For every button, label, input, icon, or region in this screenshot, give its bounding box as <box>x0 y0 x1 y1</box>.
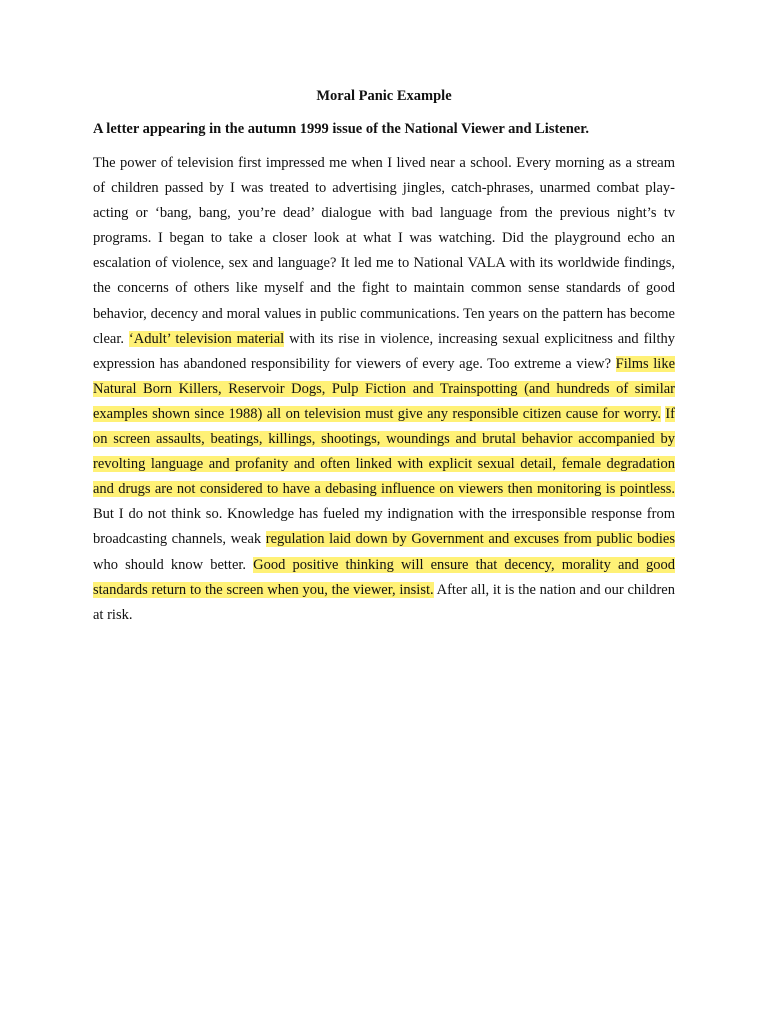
body-segment: who should know better. <box>93 556 254 573</box>
letter-subtitle: A letter appearing in the autumn 1999 issue of the National Viewer and Listener. <box>93 121 589 137</box>
page-title: Moral Panic Example <box>316 88 452 104</box>
highlighted-text: If on screen assaults, beatings, killings, shootings, woundings and brutal behavior accompanied by revolting language and profanity and often linked with explicit sexual detail, female degradation and drugs are not considered to have a debasing influence on viewers then monitoring is pointless. <box>93 405 676 498</box>
body-segment: The power of television first impressed me when I lived near a school. Every morning as a stream of children passed by I was treated to advertising jingles, catch-phrases, unarmed combat play-acting or ‘bang, bang, you’re dead’ dialogue with bad language from the previous night’s tv programs. I began to take a closer look at what I was watching. Did the playground echo an escalation of violence, sex and language? It led me to National VALA with its worldwide findings, the concerns of others like myself and the fight to maintain common sense standards of good behavior, decency and moral values in public communications. Ten years on the pattern has become clear. <box>93 155 675 347</box>
highlighted-text: ‘Adult’ television material <box>128 330 285 347</box>
highlighted-text: Films like Natural Born Killers, Reservoir Dogs, Pulp Fiction and Trainspotting (and hundreds of similar examples shown since 1988) all on television must give any responsible citizen cause for worry. <box>93 355 676 422</box>
highlighted-text: Good positive thinking will ensure that decency, morality and good standards return to the screen when you, the viewer, insist. <box>93 556 675 598</box>
body-segment: with its rise in violence, increasing sexual explicitness and filthy expression has abandoned responsibility for viewers of every age. Too extreme a view? <box>93 330 675 372</box>
letter-body <box>93 151 675 628</box>
highlighted-text: regulation laid down by Government and excuses from public bodies <box>265 531 675 548</box>
body-segment: But I do not think so. Knowledge has fueled my indignation with the irresponsible response from broadcasting channels, weak <box>93 506 675 548</box>
body-segment: After all, it is the nation and our children at risk. <box>93 581 675 623</box>
